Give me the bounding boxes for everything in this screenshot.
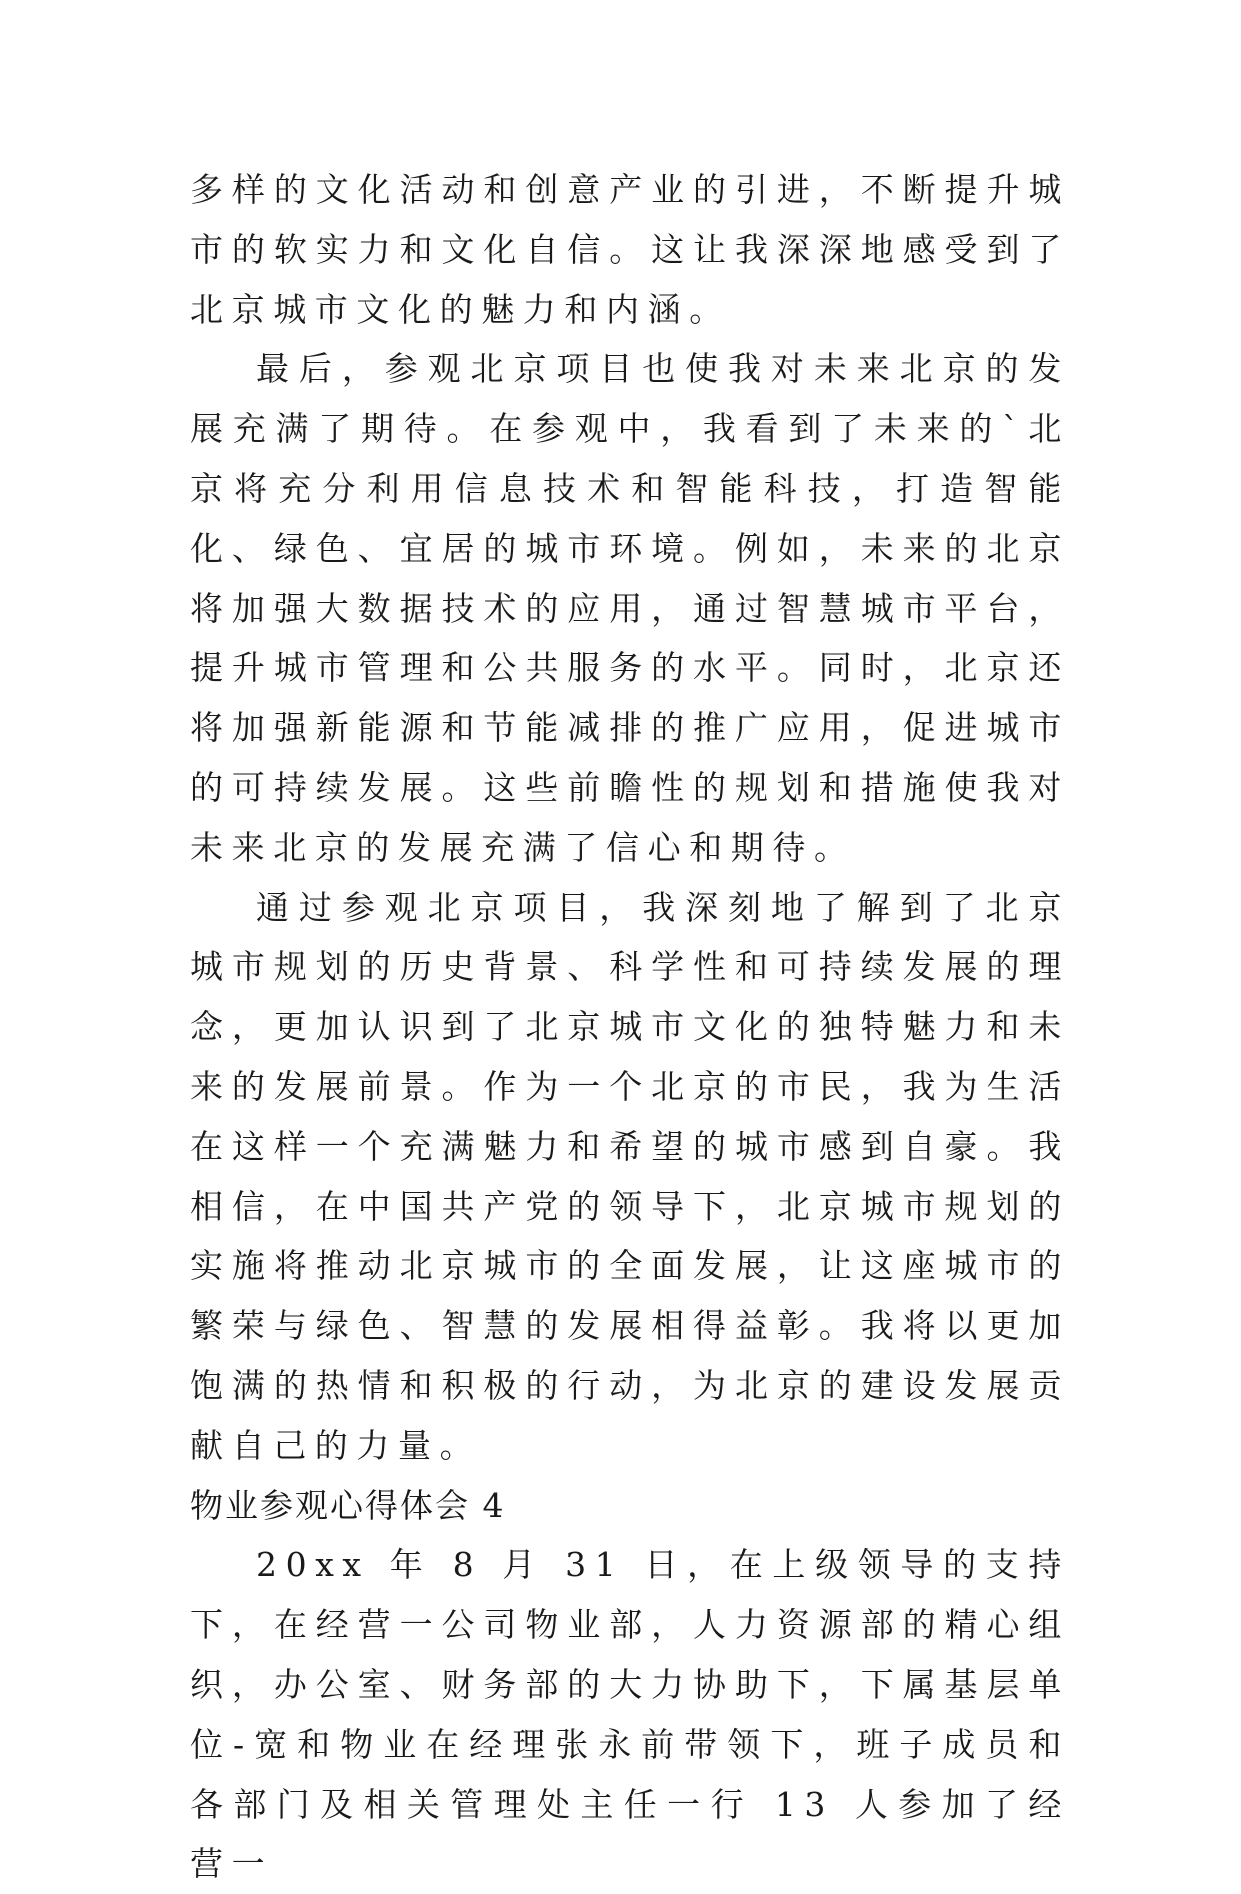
paragraph-property-visit: 20xx 年 8 月 31 日，在上级领导的支持下，在经营一公司物业部，人力资源部的精心组织，办公室、财务部的大力协助下，下属基层单位-宽和物业在经理张永前带领下，班子成员和各部门及相关管理处主任一行 13 人参加了经营一: [190, 1545, 1070, 1884]
section-heading: 物业参观心得体会 4: [190, 1485, 506, 1525]
paragraph-culture-continued: 多样的文化活动和创意产业的引进，不断提升城市的软实力和文化自信。这让我深深地感受到了北京城市文化的魅力和内涵。: [190, 170, 1070, 329]
paragraph-future-beijing: 最后，参观北京项目也使我对未来北京的发展充满了期待。在参观中，我看到了未来的`北京将充分利用信息技术和智能科技，打造智能化、绿色、宜居的城市环境。例如，未来的北京将加强大数据技术的应用，通过智慧城市平台，提升城市管理和公共服务的水平。同时，北京还将加强新能源和节能减排的推广应用，促进城市的可持续发展。这些前瞻性的规划和措施使我对未来北京的发展充满了信心和期待。: [190, 349, 1070, 867]
paragraph-conclusion: 通过参观北京项目，我深刻地了解到了北京城市规划的历史背景、科学性和可持续发展的理念，更加认识到了北京城市文化的独特魅力和未来的发展前景。作为一个北京的市民，我为生活在这样一个充满魅力和希望的城市感到自豪。我相信，在中国共产党的领导下，北京城市规划的实施将推动北京城市的全面发展，让这座城市的繁荣与绿色、智慧的发展相得益彰。我将以更加饱满的热情和积极的行动，为北京的建设发展贡献自己的力量。: [190, 887, 1070, 1465]
document-body: [190, 160, 1070, 1894]
